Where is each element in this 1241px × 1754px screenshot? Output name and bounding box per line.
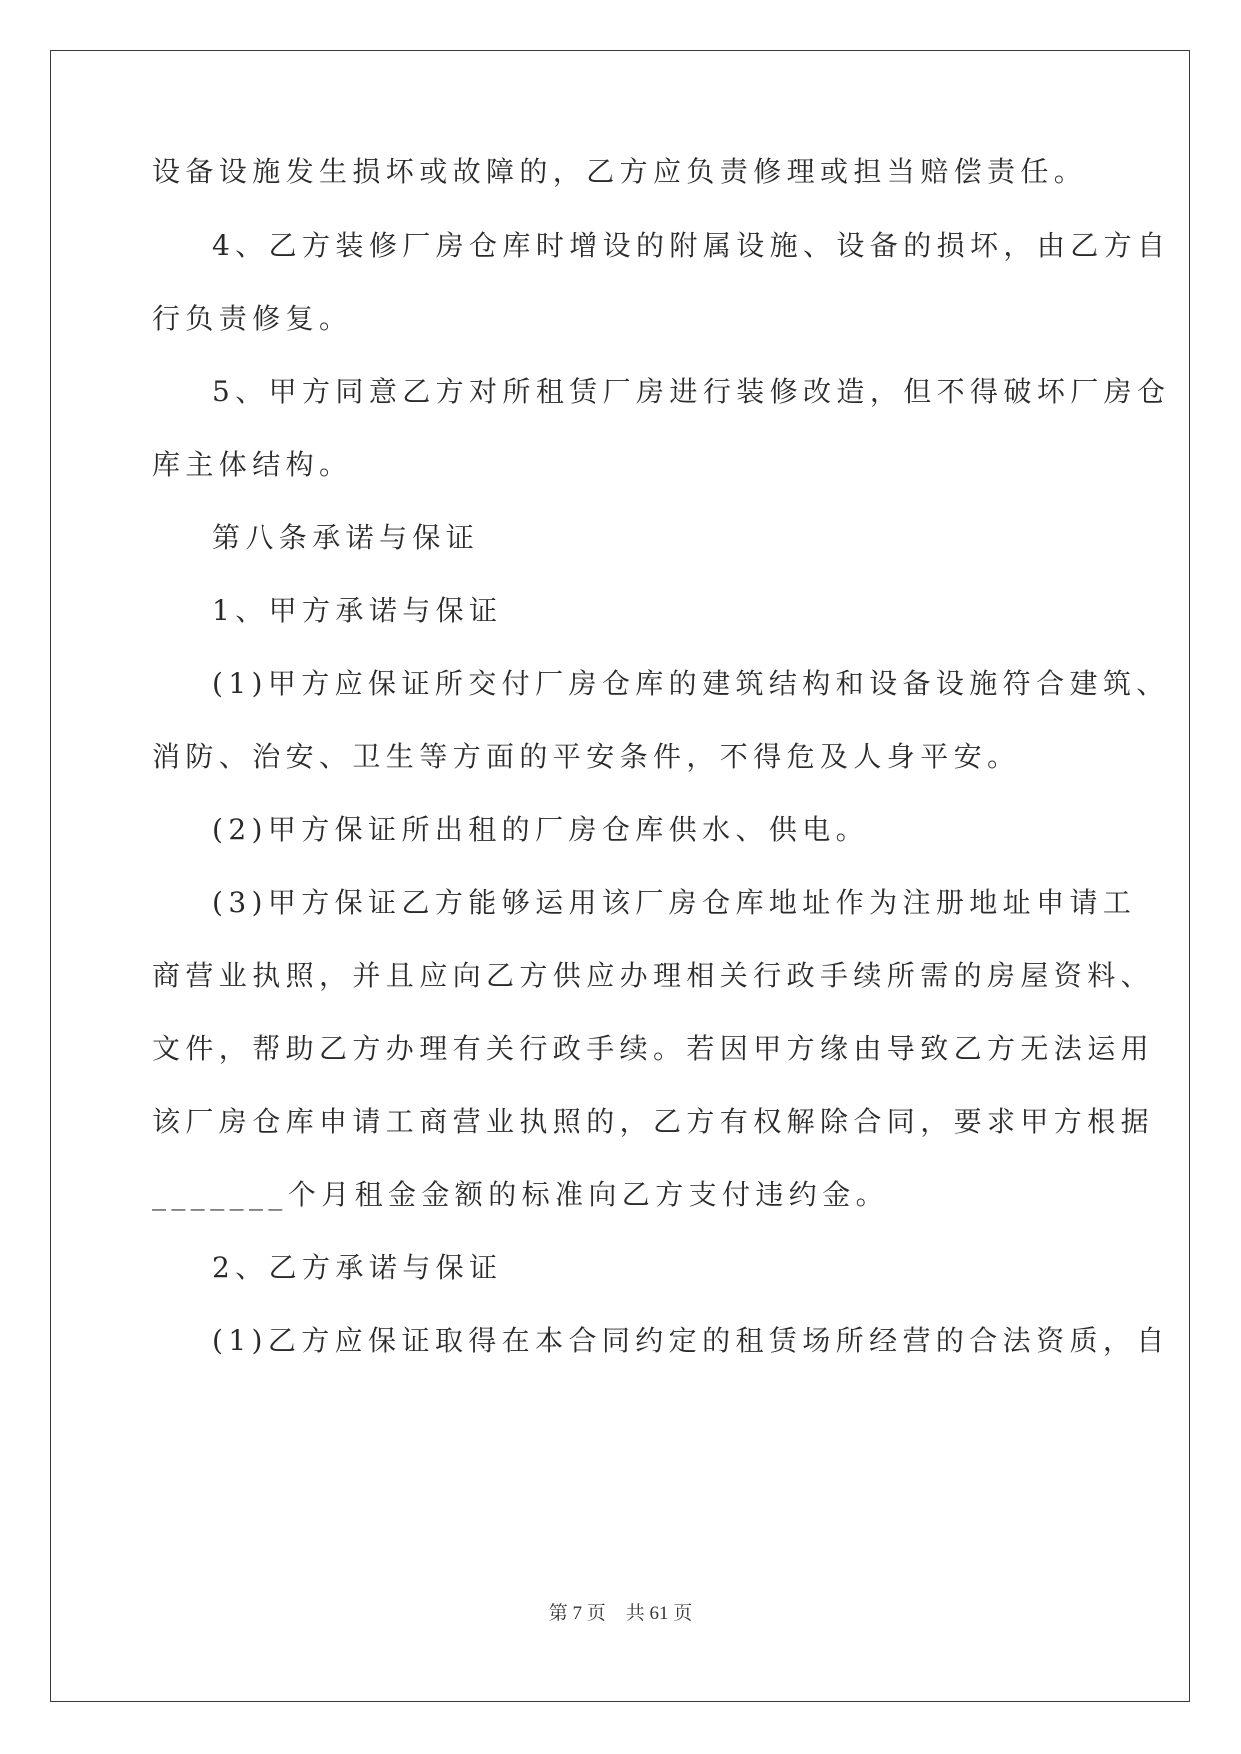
body-line: _______个月租金金额的标准向乙方支付违约金。 — [152, 1178, 890, 1211]
section-heading: 第八条承诺与保证 — [212, 521, 480, 554]
body-line: 设备设施发生损坏或故障的，乙方应负责修理或担当赔偿责任。 — [152, 155, 1088, 188]
page-border — [50, 50, 1190, 1702]
body-line: (1)乙方应保证取得在本合同约定的租赁场所经营的合法资质，自 — [212, 1324, 1170, 1357]
subsection-heading: 1、甲方承诺与保证 — [212, 594, 503, 627]
body-line: 5、甲方同意乙方对所租赁厂房进行装修改造，但不得破坏厂房仓 — [212, 375, 1171, 408]
body-line: 该厂房仓库申请工商营业执照的，乙方有权解除合同，要求甲方根据 — [152, 1105, 1155, 1138]
body-line: (3)甲方保证乙方能够运用该厂房仓库地址作为注册地址申请工 — [212, 886, 1137, 919]
body-line: (1)甲方应保证所交付厂房仓库的建筑结构和设备设施符合建筑、 — [212, 667, 1170, 700]
body-line: 4、乙方装修厂房仓库时增设的附属设施、设备的损坏，由乙方自 — [212, 229, 1171, 262]
body-line: 消防、治安、卫生等方面的平安条件，不得危及人身平安。 — [152, 740, 1021, 773]
body-line: 商营业执照，并且应向乙方供应办理相关行政手续所需的房屋资料、 — [152, 959, 1155, 992]
subsection-heading: 2、乙方承诺与保证 — [212, 1251, 503, 1284]
page-total: 共 61 页 — [625, 1603, 693, 1624]
body-line: 库主体结构。 — [152, 448, 353, 481]
body-line: 文件，帮助乙方办理有关行政手续。若因甲方缘由导致乙方无法运用 — [152, 1032, 1155, 1065]
body-line: 行负责修复。 — [152, 302, 353, 335]
body-line: (2)甲方保证所出租的厂房仓库供水、供电。 — [212, 813, 870, 846]
page-number: 第 7 页 — [548, 1603, 606, 1624]
page-footer — [0, 1602, 1241, 1626]
